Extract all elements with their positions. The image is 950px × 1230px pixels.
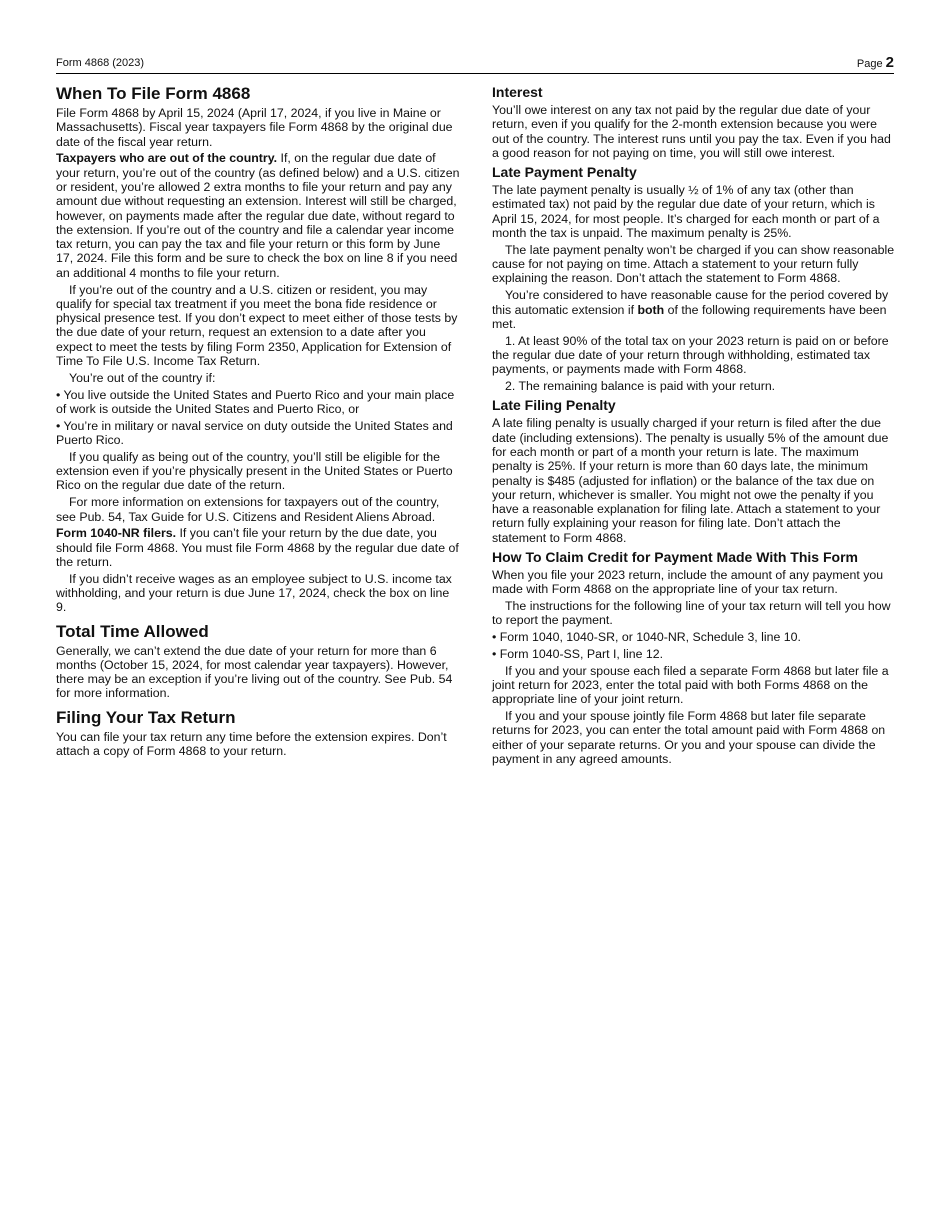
filing-paragraph: You can file your tax return any time before the extension expires. Don’t attach a copy of Form 4868 to your return. — [56, 729, 447, 759]
left-column — [56, 84, 460, 761]
nr-wages-paragraph: If you didn’t receive wages as an employee subject to U.S. income tax withholding, and your return is due June 17, 2024, check the box on line 9. — [56, 571, 452, 615]
eligible-paragraph: If you qualify as being out of the country, you’ll still be eligible for the extension even if you’re physically present in the United States or Puerto Rico on the regular due date of the return. — [56, 449, 453, 493]
late-payment-paragraph-2: The late payment penalty won’t be charged if you can show reasonable cause for not paying on time. Attach a statement to your return fully explaining the reason. Don’t attach the statement to Form 4868. — [492, 242, 895, 286]
interest-heading: Interest — [492, 84, 543, 100]
claim-paragraph-4: If you and your spouse jointly file Form 4868 but later file separate returns for 2023, you can enter the total amount paid with Form 4868 on either of your separate returns. Or you and your spouse can divide the payment in any agreed amounts. — [492, 709, 886, 767]
claim-bullet-2: • Form 1040-SS, Part I, line 12. — [492, 647, 664, 661]
total-time-paragraph: Generally, we can’t extend the due date of your return for more than 6 months (October 15, 2024, for most calendar year taxpayers). However, there may be an exception if you’re living out of the country. See Pub. 54 for more information. — [56, 643, 453, 701]
out-of-country-bullet-1: • You live outside the United States and Puerto Rico and your main place of work is outside the United States and Puerto Rico, or — [56, 387, 455, 416]
nr-filers-lead: Form 1040-NR filers. — [56, 526, 177, 541]
nr-filers-paragraph — [56, 526, 460, 569]
reasonable-cause-text-a: You’re considered to have reasonable cause for the period covered by this automatic extension if — [492, 288, 889, 317]
requirement-2: 2. The remaining balance is paid with your return. — [505, 379, 776, 394]
page-header — [56, 53, 894, 74]
right-column — [492, 84, 895, 769]
reasonable-cause-paragraph — [492, 288, 895, 331]
interest-paragraph: You’ll owe interest on any tax not paid by the regular due date of your return, even if you qualify for the 2-month extension because you were out of the country. The interest runs until you pay the tax. Even if you had a good reason for not paying on time, you will still owe interest. — [492, 103, 891, 160]
late-filing-paragraph: A late filing penalty is usually charged if your return is filed after the due date (including extensions). The penalty is usually 5% of the amount due for each month or part of a month your return is late. The maximum penalty is 25%. If your return is more than 60 days late, the minimum penalty is $485 (adjusted for inflation) or the balance of the tax due on your return, whichever is smaller. You might not owe the penalty if you have a reasonable explanation for filing late. Attach a statement to your return fully explaining your reason for filing late. Don’t attach the statement to Form 4868. — [492, 416, 889, 545]
nr-filers-text: If you can’t file your return by the due date, you should file Form 4868. You must file Form 4868 by the regular due date of the return. — [56, 526, 459, 569]
requirement-1: 1. At least 90% of the total tax on your 2023 return is paid on or before the regular due date of your return through withholding, estimated tax payments, or payments made with Form 4868. — [492, 333, 889, 377]
late-payment-heading: Late Payment Penalty — [492, 164, 637, 181]
out-of-country-bullet-2: • You’re in military or naval service on duty outside the United States and Puerto Rico. — [56, 418, 453, 448]
claim-paragraph-1: When you file your 2023 return, include the amount of any payment you made with Form 4868 on the appropriate line of your tax return. — [492, 568, 884, 597]
when-paragraph: File Form 4868 by April 15, 2024 (April 17, 2024, if you live in Maine or Massachusetts). Fiscal year taxpayers file Form 4868 by the original due date of the fiscal year return. — [56, 106, 453, 149]
more-info-paragraph: For more information on extensions for taxpayers out of the country, see Pub. 54, Tax Guide for U.S. Citizens and Resident Aliens Abroad. — [56, 495, 440, 524]
out-of-country-lead: Taxpayers who are out of the country. — [56, 151, 278, 166]
special-treatment-paragraph: If you’re out of the country and a U.S. citizen or resident, you may qualify for special tax treatment if you meet the bona fide residence or physical presence test. If you don’t expect to meet either of those tests by the due date of your return, request an extension to a date after you expect to meet the tests by filing Form 2350, Application for Extension of Time To File U.S. Income Tax Return. — [56, 282, 458, 369]
reasonable-cause-both: both — [637, 302, 665, 317]
late-filing-heading: Late Filing Penalty — [492, 397, 616, 414]
claim-paragraph-2: The instructions for the following line of your tax return will tell you how to report the payment. — [492, 599, 891, 628]
page-label: Page — [856, 58, 883, 70]
out-of-country-if: You’re out of the country if: — [69, 370, 216, 385]
late-payment-paragraph-1: The late payment penalty is usually ½ of 1% of any tax (other than estimated tax) not paid by the regular due date of your return, which is April 15, 2024, for most people. It’s charged for each month or part of a month the tax is unpaid. The maximum penalty is 25%. — [492, 183, 880, 241]
page-number — [857, 54, 894, 71]
out-of-country-text: If, on the regular due date of your return, you’re out of the country (as defined below) and a U.S. citizen or resident, you’re allowed 2 extra months to file your return and pay any amount due without requesting an extension. Interest will still be charged, however, on payments made after the regular due date, without regard to the extension. If you’re out of the country and file a calendar year income tax return, you can pay the tax and file your return or this form by June 17, 2024. File this form and be sure to check the box on line 8 if you need an additional 4 months to file your return. — [56, 151, 460, 280]
reasonable-cause-text-c: of the following requirements have been met. — [492, 302, 887, 331]
claim-credit-heading: How To Claim Credit for Payment Made With This Form — [492, 549, 858, 566]
when-to-file-heading: When To File Form 4868 — [56, 84, 251, 103]
filing-heading: Filing Your Tax Return — [56, 707, 236, 727]
total-time-heading: Total Time Allowed — [56, 621, 209, 641]
form-id: Form 4868 (2023) — [56, 57, 145, 69]
claim-paragraph-3: If you and your spouse each filed a separate Form 4868 but later file a joint return for 2023, enter the total paid with both Forms 4868 on the appropriate line of your joint return. — [492, 663, 889, 707]
claim-bullet-1: • Form 1040, 1040-SR, or 1040-NR, Schedule 3, line 10. — [492, 630, 801, 645]
page-number-value: 2 — [885, 54, 894, 71]
out-of-country-paragraph — [56, 151, 460, 280]
